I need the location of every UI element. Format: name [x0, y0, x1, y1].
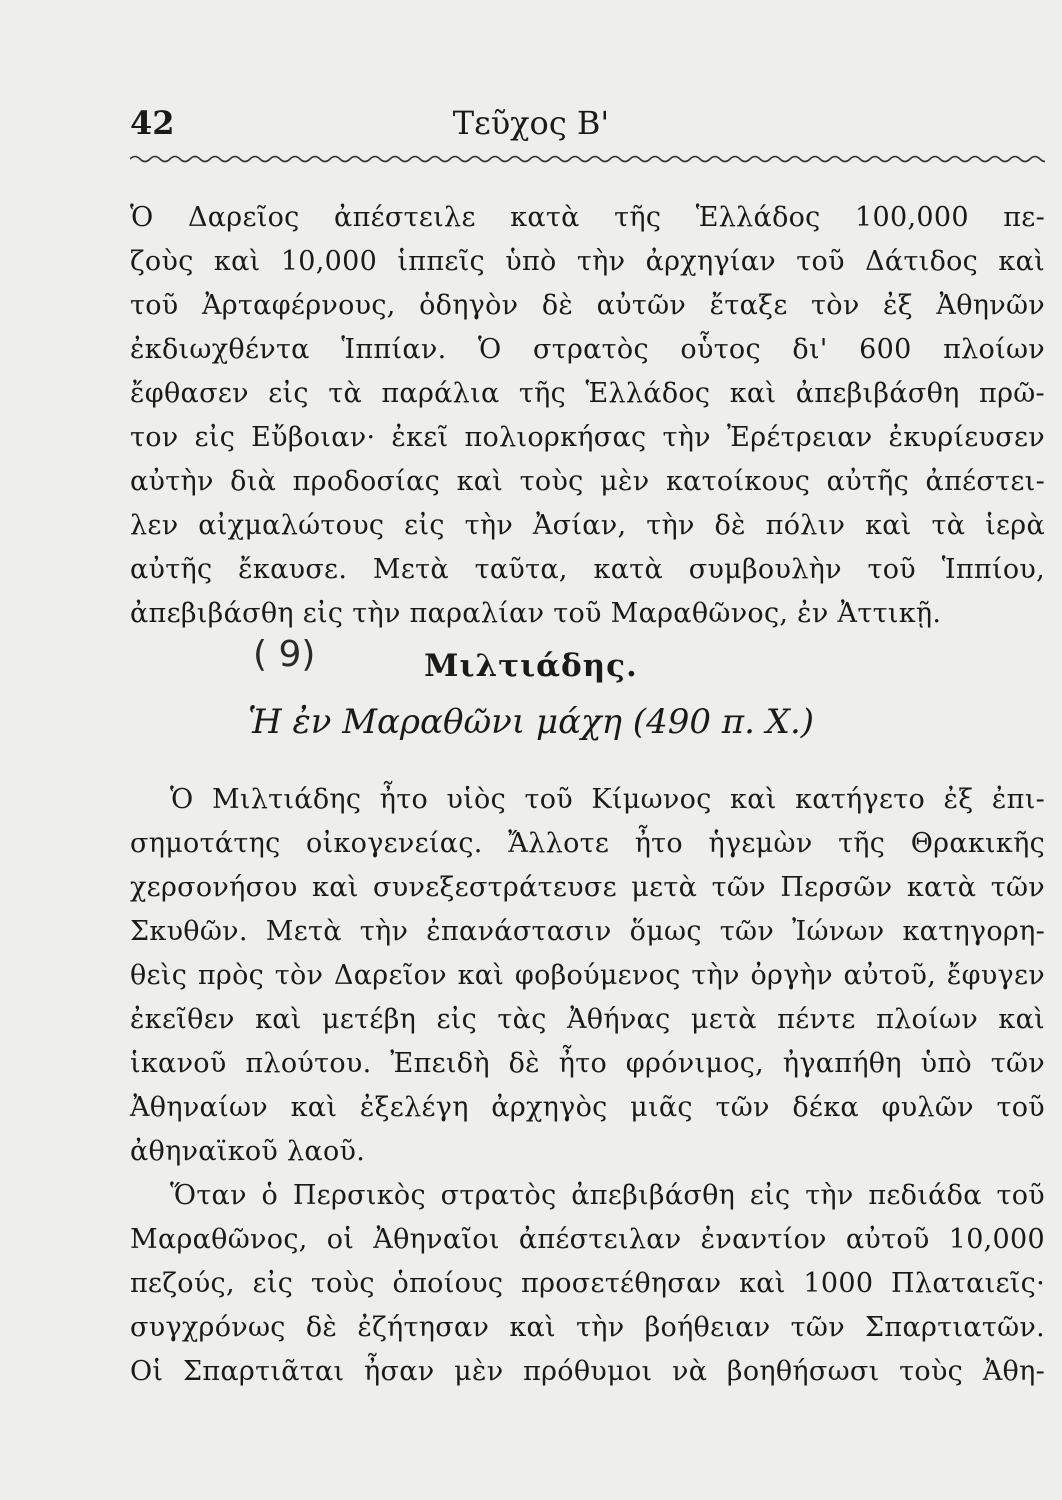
text-line: τοῦ Ἀρταφέρνους, ὁδηγὸν δὲ αὐτῶν ἔταξε τὸν ἐξ Ἀθηνῶν	[130, 290, 1045, 321]
running-title: Τεῦχος Β'	[452, 104, 610, 142]
text-line: ἱκανοῦ πλούτου. Ἐπειδὴ δὲ ἦτο φρόνιμος, ἠγαπήθη ὑπὸ τῶν	[130, 1048, 1045, 1079]
text-line: αὐτῆς ἔκαυσε. Μετὰ ταῦτα, κατὰ συμβουλὴν τοῦ Ἱππίου,	[130, 554, 1045, 585]
text-line: Ὁ Μιλτιάδης ἦτο υἱὸς τοῦ Κίμωνος καὶ κατήγετο ἐξ ἐπι-	[170, 784, 1045, 815]
text-line: σημοτάτης οἰκογενείας. Ἄλλοτε ἦτο ἡγεμὼν τῆς Θρακικῆς	[130, 828, 1045, 859]
text-line: Ἀθηναίων καὶ ἐξελέγη ἀρχηγὸς μιᾶς τῶν δέκα φυλῶν τοῦ	[130, 1092, 1045, 1123]
text-line: χερσονήσου καὶ συνεξεστράτευσε μετὰ τῶν Περσῶν κατὰ τῶν	[130, 872, 1045, 903]
text-line: λεν αἰχμαλώτους εἰς τὴν Ἀσίαν, τὴν δὲ πόλιν καὶ τὰ ἱερὰ	[130, 510, 1045, 541]
text-line: ἀθηναϊκοῦ λαοῦ.	[130, 1136, 366, 1167]
wavy-rule	[130, 152, 1045, 166]
text-line: συγχρόνως δὲ ἐζήτησαν καὶ τὴν βοήθειαν τῶν Σπαρτιατῶν.	[130, 1312, 1045, 1343]
text-line: ἔφθασεν εἰς τὰ παράλια τῆς Ἑλλάδος καὶ ἀπεβιβάσθη πρῶ-	[130, 378, 1045, 409]
text-line: θεὶς πρὸς τὸν Δαρεῖον καὶ φοβούμενος τὴν ὀργὴν αὐτοῦ, ἔφυγεν	[130, 960, 1045, 991]
text-line: αὐτὴν διὰ προδοσίας καὶ τοὺς μὲν κατοίκους αὐτῆς ἀπέστει-	[130, 466, 1045, 497]
text-line: ἀπεβιβάσθη εἰς τὴν παραλίαν τοῦ Μαραθῶνος, ἐν Ἀττικῇ.	[130, 598, 942, 629]
text-line: Οἱ Σπαρτιᾶται ἦσαν μὲν πρόθυμοι νὰ βοηθήσωσι τοὺς Ἀθη-	[130, 1356, 1045, 1387]
text-line: ζοὺς καὶ 10,000 ἱππεῖς ὑπὸ τὴν ἀρχηγίαν τοῦ Δάτιδος καὶ	[130, 246, 1045, 277]
text-line: Μαραθῶνος, οἱ Ἀθηναῖοι ἀπέστειλαν ἐναντίον αὐτοῦ 10,000	[130, 1224, 1045, 1255]
text-line: Σκυθῶν. Μετὰ τὴν ἐπανάστασιν ὅμως τῶν Ἰώνων κατηγορη-	[130, 916, 1045, 947]
section-heading: Μιλτιάδης.	[424, 648, 638, 684]
text-line: ἐκδιωχθέντα Ἱππίαν. Ὁ στρατὸς οὗτος δι' 600 πλοίων	[130, 334, 1045, 365]
page-number: 42	[130, 104, 175, 142]
section-subheading: Ἡ ἐν Μαραθῶνι μάχη (490 π. Χ.)	[247, 702, 815, 742]
text-line: τον εἰς Εὔβοιαν· ἐκεῖ πολιορκήσας τὴν Ἐρέτρειαν ἐκυρίευσεν	[130, 422, 1045, 453]
handwritten-margin-note: ( 9)	[253, 634, 316, 675]
text-line: Ὁ Δαρεῖος ἀπέστειλε κατὰ τῆς Ἑλλάδος 100,000 πε-	[130, 202, 1045, 233]
text-line: Ὅταν ὁ Περσικὸς στρατὸς ἀπεβιβάσθη εἰς τὴν πεδιάδα τοῦ	[170, 1180, 1045, 1211]
text-line: πεζούς, εἰς τοὺς ὁποίους προσετέθησαν καὶ 1000 Πλαταιεῖς·	[130, 1268, 1045, 1299]
text-line: ἐκεῖθεν καὶ μετέβη εἰς τὰς Ἀθήνας μετὰ πέντε πλοίων καὶ	[130, 1004, 1045, 1035]
